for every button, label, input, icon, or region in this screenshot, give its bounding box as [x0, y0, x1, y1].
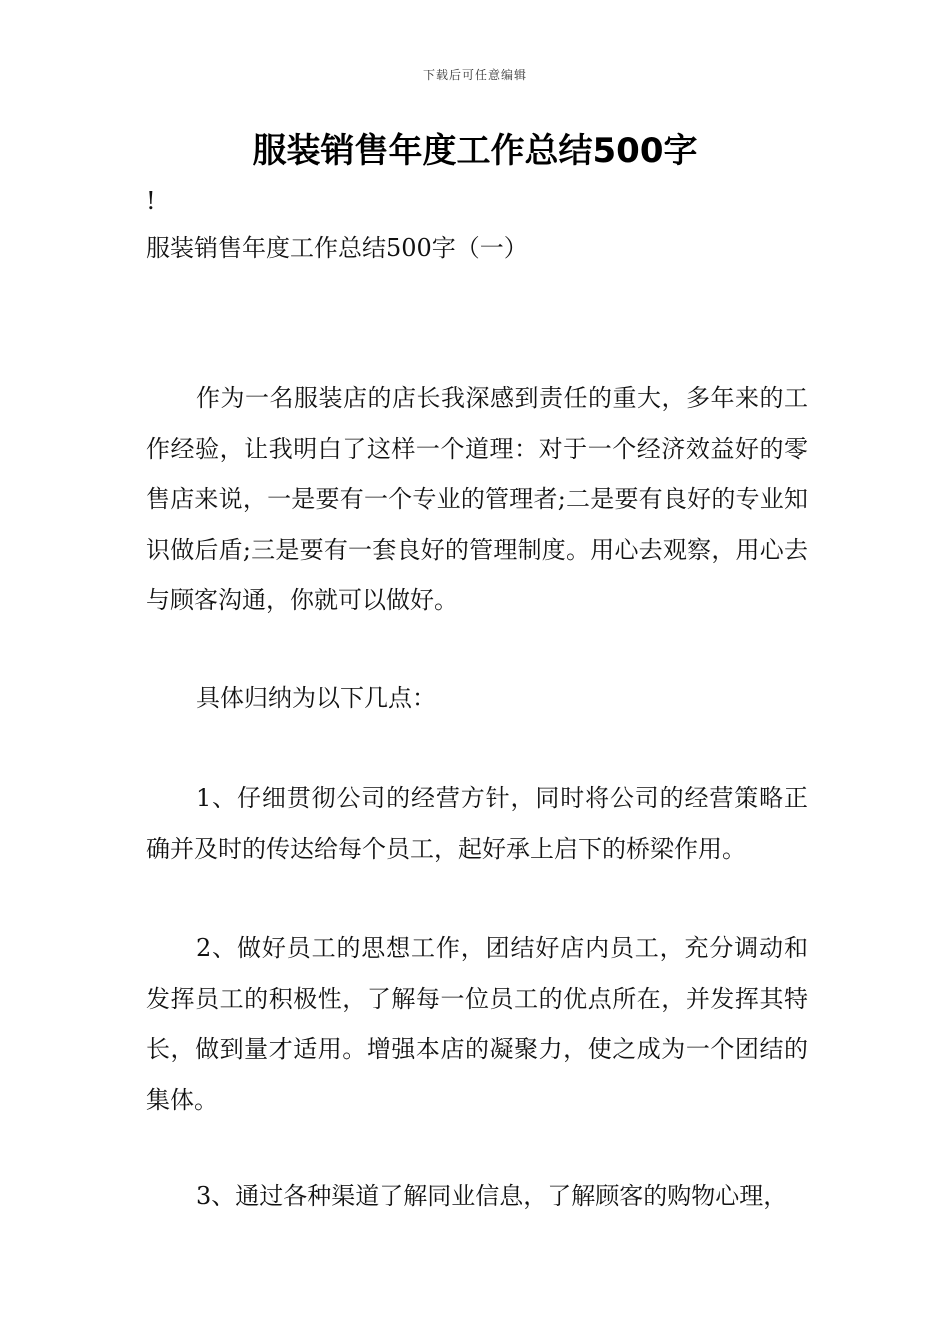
document-title: 服装销售年度工作总结500字: [252, 131, 698, 171]
paragraph-intro: 作为一名服装店的店长我深感到责任的重大，多年来的工作经验，让我明白了这样一个道理：对于一个经济效益好的零售店来说，一是要有一个专业的管理者;二是要有良好的专业知识做后盾;三是要有一套良好的管理制度。用心去观察，用心去与顾客沟通，你就可以做好。: [146, 384, 808, 614]
page-header-note: 下载后可任意编辑: [422, 68, 527, 82]
document-subtitle: 服装销售年度工作总结500字（一）: [146, 234, 528, 262]
paragraph-summary-lead: 具体归纳为以下几点：: [196, 684, 436, 712]
paragraph-point-1: 1、仔细贯彻公司的经营方针，同时将公司的经营策略正确并及时的传达给每个员工，起好承上启下的桥梁作用。: [146, 784, 808, 863]
paragraph-point-3: 3、通过各种渠道了解同业信息，了解顾客的购物心理，: [196, 1182, 788, 1210]
paragraph-point-2: 2、做好员工的思想工作，团结好店内员工，充分调动和发挥员工的积极性，了解每一位员工的优点所在，并发挥其特长，做到量才适用。增强本店的凝聚力，使之成为一个团结的集体。: [146, 934, 808, 1114]
exclamation-mark: !: [146, 187, 156, 215]
